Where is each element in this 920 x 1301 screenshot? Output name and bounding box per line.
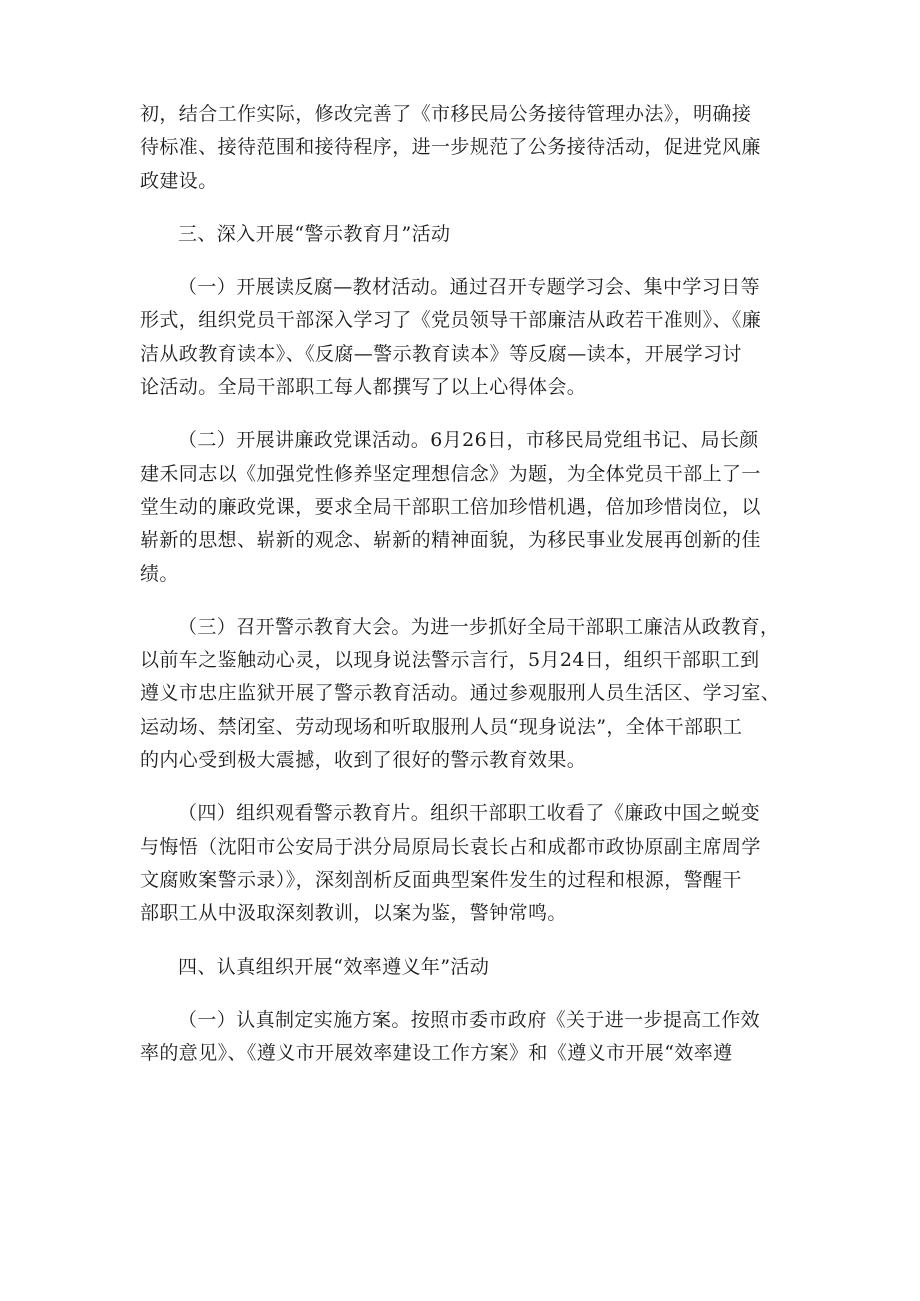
paragraph-line: 洁从政教育读本》、《反腐—警示教育读本》等反腐—读本，开展学习讨 xyxy=(140,342,742,365)
paragraph-line: 以前车之鉴触动心灵，以现身说法警示言行，5月24日，组织干部职工到 xyxy=(140,649,760,672)
paragraph-line: 堂生动的廉政党课，要求全局干部职工倍加珍惜机遇，倍加珍惜岗位，以 xyxy=(140,495,761,518)
paragraph-line: 运动场、禁闭室、劳动现场和听取服刑人员“现身说法”，全体干部职工 xyxy=(140,715,743,738)
paragraph-line: 绩。 xyxy=(140,562,179,585)
paragraph-line: 的内心受到极大震撼，收到了很好的警示教育效果。 xyxy=(140,749,587,772)
paragraph-line: 遵义市忠庄监狱开展了警示教育活动。通过参观服刑人员生活区、学习室、 xyxy=(140,682,781,705)
paragraph-line: （三）召开警示教育大会。为进一步抓好全局干部职工廉洁从政教育， xyxy=(178,615,780,638)
paragraph-line: （四）组织观看警示教育片。组织干部职工收看了《廉政中国之蜕变 xyxy=(178,802,761,825)
paragraph-line: 政建设。 xyxy=(140,169,218,192)
paragraph-line: 待标准、接待范围和接待程序，进一步规范了公务接待活动，促进党风廉 xyxy=(140,136,761,159)
paragraph-line: （二）开展讲廉政党课活动。6月26日，市移民局党组书记、局长颜 xyxy=(178,429,759,452)
paragraph-line: 崭新的思想、崭新的观念、崭新的精神面貌，为移民事业发展再创新的佳 xyxy=(140,529,761,552)
section-heading: 四、认真组织开展“效率遵义年”活动 xyxy=(178,955,490,978)
paragraph-line: 与悔悟（沈阳市公安局于洪分局原局长袁长占和成都市政协原副主席周学 xyxy=(140,835,761,858)
paragraph-line: 初，结合工作实际，修改完善了《市移民局公务接待管理办法》，明确接 xyxy=(140,103,752,125)
paragraph-line: （一）认真制定实施方案。按照市委市政府《关于进一步提高工作效 xyxy=(178,1008,761,1031)
document-body xyxy=(140,98,790,1070)
paragraph-line: 文腐败案警示录）》，深刻剖析反面典型案件发生的过程和根源，警醒干 xyxy=(140,868,742,891)
paragraph-line: 建禾同志以《加强党性修养坚定理想信念》为题，为全体党员干部上了一 xyxy=(140,462,761,485)
paragraph-line: 部职工从中汲取深刻教训，以案为鉴，警钟常鸣。 xyxy=(140,902,567,925)
paragraph-line: 形式，组织党员干部深入学习了《党员领导干部廉洁从政若干准则》、《廉 xyxy=(140,309,762,332)
paragraph-line: 率的意见》、《遵义市开展效率建设工作方案》和《遵义市开展“效率遵 xyxy=(140,1042,733,1065)
paragraph-line: 论活动。全局干部职工每人都撰写了以上心得体会。 xyxy=(140,376,587,399)
section-heading: 三、深入开展“警示教育月”活动 xyxy=(178,222,451,245)
paragraph-line: （一）开展读反腐—教材活动。通过召开专题学习会、集中学习日等 xyxy=(178,276,761,299)
